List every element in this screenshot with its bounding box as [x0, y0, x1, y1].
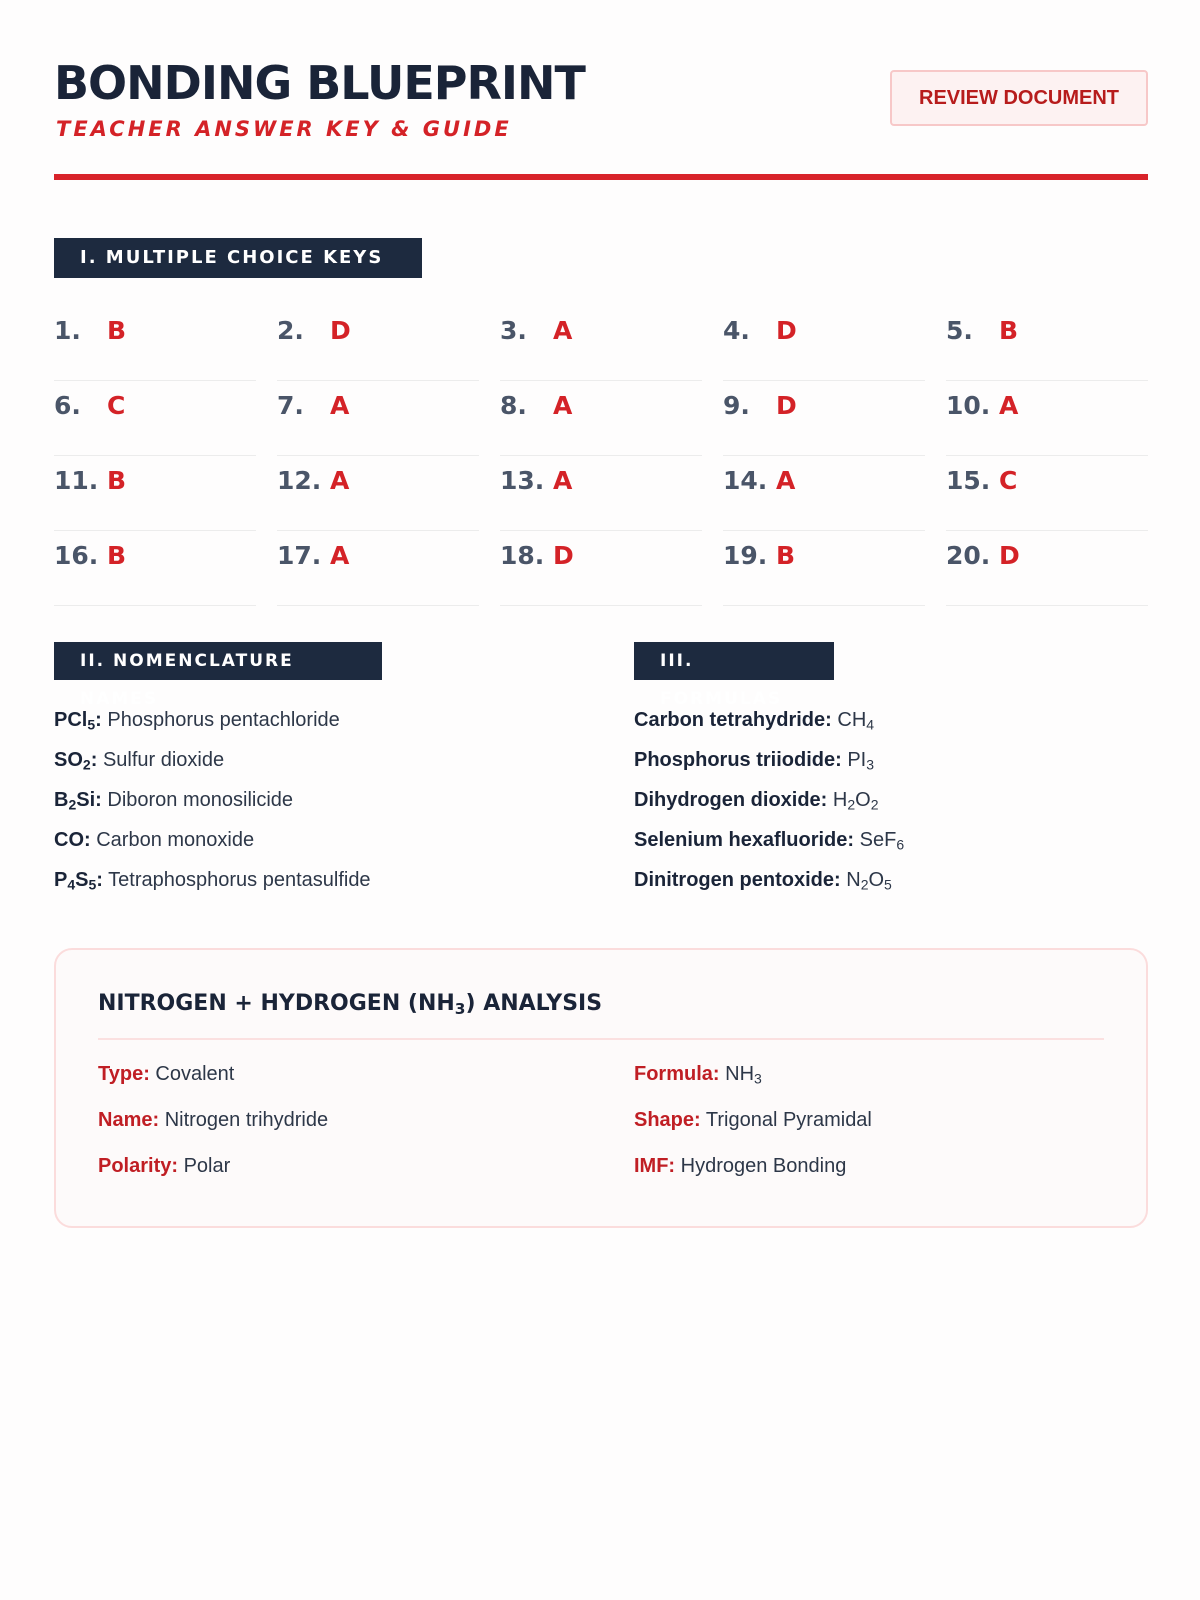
subscript: 4	[866, 716, 875, 733]
subscript: 2	[847, 796, 856, 813]
subscript: 2	[82, 756, 91, 773]
mc-question-number: 16.	[54, 541, 99, 570]
mc-question-number: 2.	[277, 316, 304, 345]
analysis-field-value	[155, 1063, 234, 1085]
mc-question-number: 20.	[946, 541, 991, 570]
mc-answer-item	[500, 306, 702, 381]
mc-answer-letter: D	[776, 316, 797, 345]
analysis-field	[634, 1060, 1108, 1088]
analysis-field-value	[681, 1155, 847, 1177]
mc-question-number: 11.	[54, 466, 99, 495]
analysis-divider	[98, 1038, 1104, 1040]
nomenclature-list	[54, 706, 614, 906]
analysis-field	[98, 1060, 634, 1088]
mc-answer-letter: C	[107, 391, 126, 420]
section-formulas-heading: III. FORMULAS	[634, 642, 834, 680]
mc-answer-letter: D	[553, 541, 574, 570]
formula-value	[837, 709, 874, 731]
mc-question-number: 6.	[54, 391, 81, 420]
section-multiple-choice-heading: I. MULTIPLE CHOICE KEYS	[54, 238, 422, 278]
nomenclature-item	[54, 706, 614, 746]
header-divider	[54, 174, 1148, 180]
mc-answer-item	[946, 306, 1148, 381]
subscript: 5	[884, 876, 892, 893]
formula-compound-name: Dinitrogen pentoxide:	[634, 869, 841, 891]
mc-answer-item	[500, 456, 702, 531]
page-header	[54, 56, 1148, 178]
text-part: H	[832, 789, 848, 811]
analysis-field-value	[706, 1109, 872, 1131]
formula-compound-name: Dihydrogen dioxide:	[634, 789, 828, 811]
text-part: :	[96, 869, 103, 891]
formula-value	[833, 789, 879, 811]
analysis-field	[98, 1106, 634, 1134]
mc-answer-letter: B	[999, 316, 1019, 345]
nomenclature-item	[54, 746, 614, 786]
nomenclature-item	[54, 786, 614, 826]
mc-answer-item	[54, 456, 256, 531]
text-part: S	[75, 869, 89, 891]
mc-answer-letter: D	[776, 391, 797, 420]
text-part: CO:	[54, 829, 91, 851]
subscript: 2	[860, 876, 869, 893]
mc-answer-letter: D	[330, 316, 351, 345]
mc-answer-letter: A	[330, 391, 350, 420]
subscript: 3	[754, 1070, 762, 1087]
text-part: SeF	[859, 829, 897, 851]
mc-answer-item	[723, 306, 925, 381]
mc-question-number: 19.	[723, 541, 768, 570]
mc-question-number: 17.	[277, 541, 322, 570]
mc-answer-letter: A	[999, 391, 1019, 420]
subscript: 5	[87, 716, 96, 733]
subscript: 3	[866, 756, 875, 773]
formula-item	[634, 706, 1148, 746]
mc-question-number: 12.	[277, 466, 322, 495]
mc-answer-letter: A	[553, 391, 573, 420]
mc-answer-item	[277, 381, 479, 456]
text-part: Nitrogen trihydride	[164, 1109, 329, 1131]
analysis-field-label: Shape:	[634, 1109, 701, 1131]
section-nomenclature-heading: II. NOMENCLATURE NAMES	[54, 642, 382, 680]
review-document-button[interactable]: REVIEW DOCUMENT	[890, 70, 1148, 126]
text-part: Hydrogen Bonding	[680, 1155, 847, 1177]
mc-answer-letter: D	[999, 541, 1020, 570]
analysis-grid	[98, 1060, 1108, 1180]
mc-answer-item	[54, 381, 256, 456]
analysis-field-label: Formula:	[634, 1063, 720, 1085]
text-part: NITROGEN + HYDROGEN (NH	[98, 991, 455, 1016]
mc-answer-item	[946, 531, 1148, 606]
formula-item	[634, 786, 1148, 826]
analysis-field-label: Type:	[98, 1063, 150, 1085]
formula-compound-name: Selenium hexafluoride:	[634, 829, 855, 851]
subscript: 5	[88, 876, 97, 893]
text-part: Si:	[76, 789, 102, 811]
nomenclature-item	[54, 826, 614, 866]
mc-answer-item	[500, 381, 702, 456]
mc-answer-item	[723, 531, 925, 606]
mc-answer-letter: A	[330, 541, 350, 570]
page-subtitle: TEACHER ANSWER KEY & GUIDE	[56, 117, 512, 141]
nomenclature-formula	[54, 829, 91, 851]
nomenclature-name: Diboron monosilicide	[107, 789, 294, 811]
mc-question-number: 4.	[723, 316, 750, 345]
mc-answer-item	[946, 381, 1148, 456]
mc-answer-letter: B	[107, 466, 127, 495]
formula-value	[860, 829, 904, 851]
nomenclature-name: Carbon monoxide	[96, 829, 255, 851]
mc-question-number: 13.	[500, 466, 545, 495]
formulas-list	[634, 706, 1148, 906]
text-part: CH	[837, 709, 867, 731]
mc-question-number: 18.	[500, 541, 545, 570]
formula-compound-name: Phosphorus triiodide:	[634, 749, 842, 771]
subscript: 3	[454, 999, 466, 1018]
text-part: :	[95, 709, 102, 731]
text-part: Trigonal Pyramidal	[705, 1109, 872, 1131]
nomenclature-formula	[54, 789, 102, 811]
analysis-field-label: Name:	[98, 1109, 160, 1131]
mc-answer-letter: A	[553, 316, 573, 345]
analysis-card	[54, 948, 1148, 1228]
mc-answer-letter: A	[553, 466, 573, 495]
text-part: Polar	[183, 1155, 231, 1177]
text-part: NH	[725, 1063, 755, 1085]
mc-answer-item	[946, 456, 1148, 531]
subscript: 2	[68, 796, 77, 813]
analysis-title	[98, 990, 602, 1018]
analysis-field-label: Polarity:	[98, 1155, 179, 1177]
analysis-field-value	[725, 1063, 762, 1085]
formula-value	[847, 749, 874, 771]
analysis-field-value	[184, 1155, 231, 1177]
text-part: O	[868, 869, 885, 891]
mc-question-number: 8.	[500, 391, 527, 420]
mc-answer-item	[277, 531, 479, 606]
answer-key-page	[54, 0, 1148, 1600]
subscript: 4	[67, 876, 76, 893]
formula-item	[634, 746, 1148, 786]
analysis-field	[98, 1152, 634, 1180]
multiple-choice-grid	[54, 306, 1148, 606]
mc-answer-letter: B	[107, 316, 127, 345]
mc-question-number: 10.	[946, 391, 991, 420]
nomenclature-formula	[54, 749, 97, 771]
mc-answer-item	[500, 531, 702, 606]
subscript: 6	[896, 836, 905, 853]
mc-answer-letter: A	[776, 466, 796, 495]
text-part: O	[855, 789, 871, 811]
mc-answer-letter: B	[776, 541, 796, 570]
text-part: Covalent	[155, 1063, 235, 1085]
nomenclature-name: Sulfur dioxide	[102, 749, 225, 771]
mc-answer-item	[54, 306, 256, 381]
formula-item	[634, 826, 1148, 866]
nomenclature-formula	[54, 709, 102, 731]
mc-answer-item	[277, 456, 479, 531]
mc-answer-item	[723, 456, 925, 531]
formula-item	[634, 866, 1148, 906]
nomenclature-formula	[54, 869, 103, 891]
text-part: PCl	[54, 709, 88, 731]
text-part: SO	[54, 749, 83, 771]
analysis-field	[634, 1106, 1108, 1134]
formula-value	[846, 869, 892, 891]
analysis-field-label: IMF:	[634, 1155, 676, 1177]
mc-answer-letter: B	[107, 541, 127, 570]
text-part: P	[54, 869, 68, 891]
analysis-field-value	[165, 1109, 328, 1131]
nomenclature-item	[54, 866, 614, 906]
text-part: :	[90, 749, 98, 771]
text-part: ) ANALYSIS	[465, 991, 603, 1016]
mc-answer-item	[277, 306, 479, 381]
nomenclature-name: Tetraphosphorus pentasulfide	[108, 869, 371, 891]
mc-question-number: 14.	[723, 466, 768, 495]
mc-question-number: 7.	[277, 391, 304, 420]
mc-answer-letter: C	[999, 466, 1018, 495]
text-part: PI	[847, 749, 867, 771]
mc-question-number: 15.	[946, 466, 991, 495]
text-part: B	[54, 789, 69, 811]
nomenclature-name: Phosphorus pentachloride	[107, 709, 340, 731]
mc-question-number: 9.	[723, 391, 750, 420]
mc-question-number: 1.	[54, 316, 81, 345]
text-part: N	[846, 869, 861, 891]
mc-answer-item	[723, 381, 925, 456]
analysis-field	[634, 1152, 1108, 1180]
mc-answer-letter: A	[330, 466, 350, 495]
subscript: 2	[870, 796, 879, 813]
formula-compound-name: Carbon tetrahydride:	[634, 709, 832, 731]
mc-question-number: 5.	[946, 316, 973, 345]
mc-question-number: 3.	[500, 316, 527, 345]
page-title: BONDING BLUEPRINT	[54, 56, 585, 110]
mc-answer-item	[54, 531, 256, 606]
